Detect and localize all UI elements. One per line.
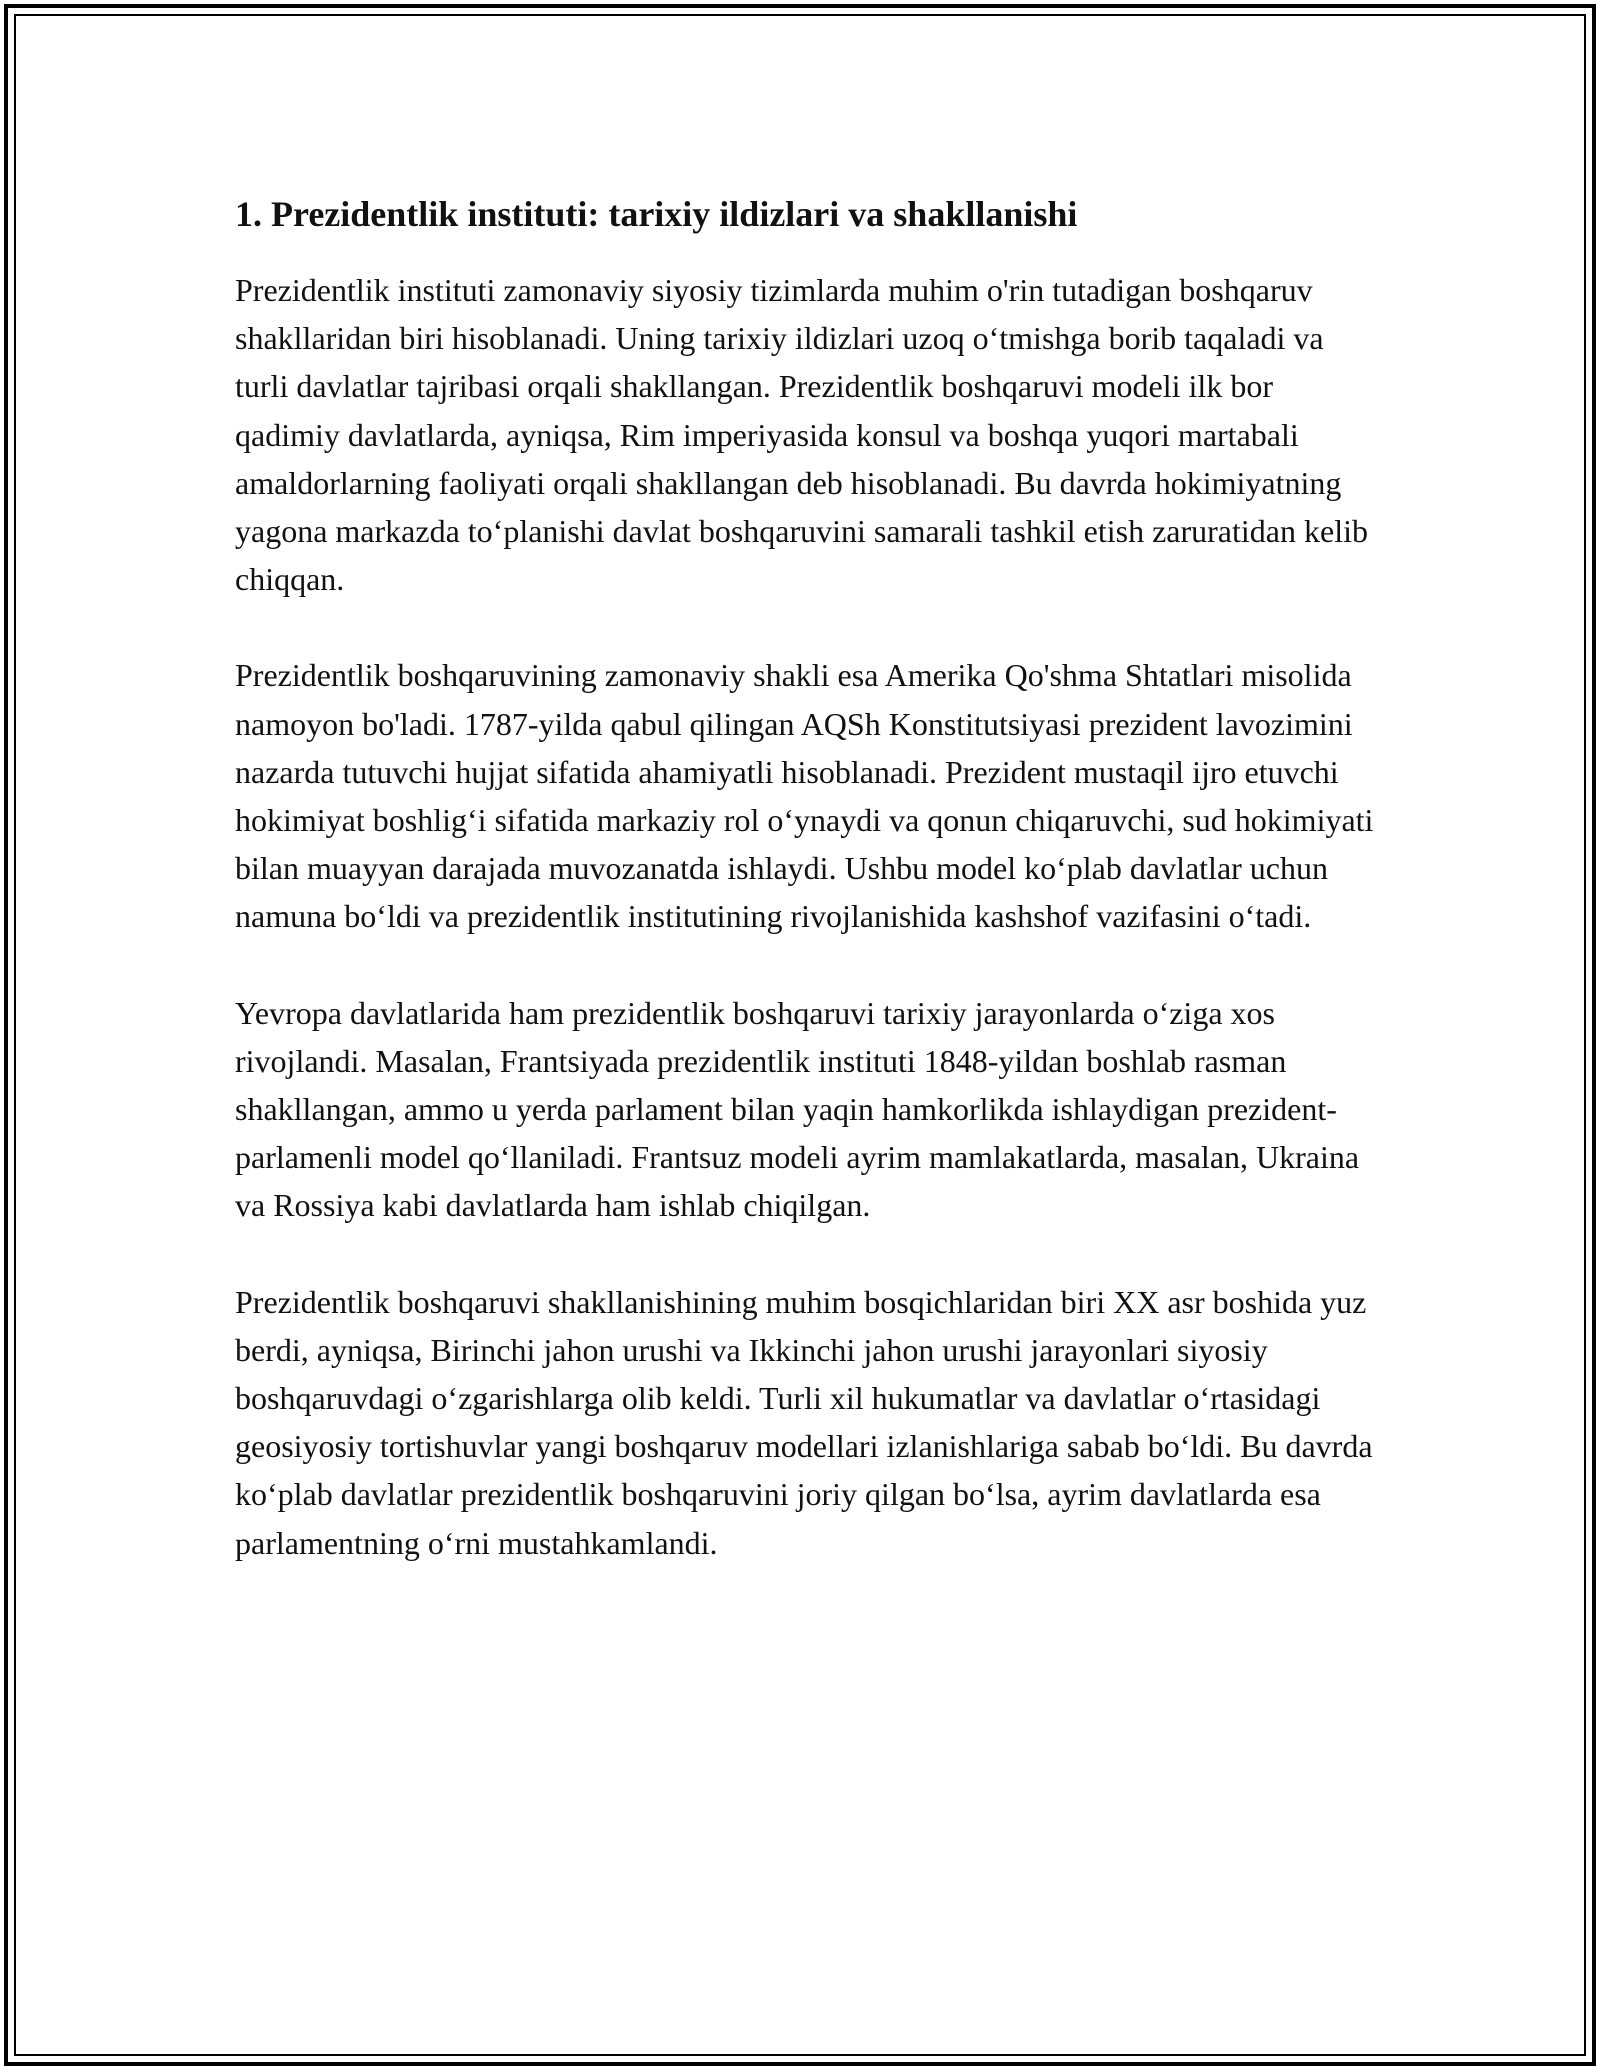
section-heading: 1. Prezidentlik instituti: tarixiy ildizlari va shakllanishi <box>235 194 1078 234</box>
document-body <box>235 190 1375 1567</box>
paragraph-3: Yevropa davlatlarida ham prezidentlik boshqaruvi tarixiy jarayonlarda o‘ziga xos rivojlandi. Masalan, Frantsiyada prezidentlik instituti 1848-yildan boshlab rasman shakllangan, ammo u yerda parlament bilan yaqin hamkorlikda ishlaydigan prezident-parlamenli model qo‘llaniladi. Frantsuz modeli ayrim mamlakatlarda, masalan, Ukraina va Rossiya kabi davlatlarda ham ishlab chiqilgan. <box>235 994 1360 1224</box>
paragraph-1: Prezidentlik instituti zamonaviy siyosiy tizimlarda muhim o'rin tutadigan boshqaruv shakllaridan biri hisoblanadi. Uning tarixiy ildizlari uzoq o‘tmishga borib taqaladi va turli davlatlar tajribasi orqali shakllangan. Prezidentlik boshqaruvi modeli ilk bor qadimiy davlatlarda, ayniqsa, Rim imperiyasida konsul va boshqa yuqori martabali amaldorlarning faoliyati orqali shakllangan deb hisoblanadi. Bu davrda hokimiyatning yagona markazda to‘planishi davlat boshqaruvini samarali tashkil etish zaruratidan kelib chiqqan. <box>235 272 1368 598</box>
paragraph-4: Prezidentlik boshqaruvi shakllanishining muhim bosqichlaridan biri XX asr boshida yuz berdi, ayniqsa, Birinchi jahon urushi va Ikkinchi jahon urushi jarayonlari siyosiy boshqaruvdagi o‘zgarishlarga olib keldi. Turli xil hukumatlar va davlatlar o‘rtasidagi geosiyosiy tortishuvlar yangi boshqaruv modellari izlanishlariga sabab bo‘ldi. Bu davrda ko‘plab davlatlar prezidentlik boshqaruvini joriy qilgan bo‘lsa, ayrim davlatlarda esa parlamentning o‘rni mustahkamlandi. <box>235 1283 1373 1561</box>
paragraph-2: Prezidentlik boshqaruvining zamonaviy shakli esa Amerika Qo'shma Shtatlari misolida namoyon bo'ladi. 1787-yilda qabul qilingan AQSh Konstitutsiyasi prezident lavozimini nazarda tutuvchi hujjat sifatida ahamiyatli hisoblanadi. Prezident mustaqil ijro etuvchi hokimiyat boshlig‘i sifatida markaziy rol o‘ynaydi va qonun chiqaruvchi, sud hokimiyati bilan muayyan darajada muvozanatda ishlaydi. Ushbu model ko‘plab davlatlar uchun namuna bo‘ldi va prezidentlik institutining rivojlanishida kashshof vazifasini o‘tadi. <box>235 657 1374 935</box>
